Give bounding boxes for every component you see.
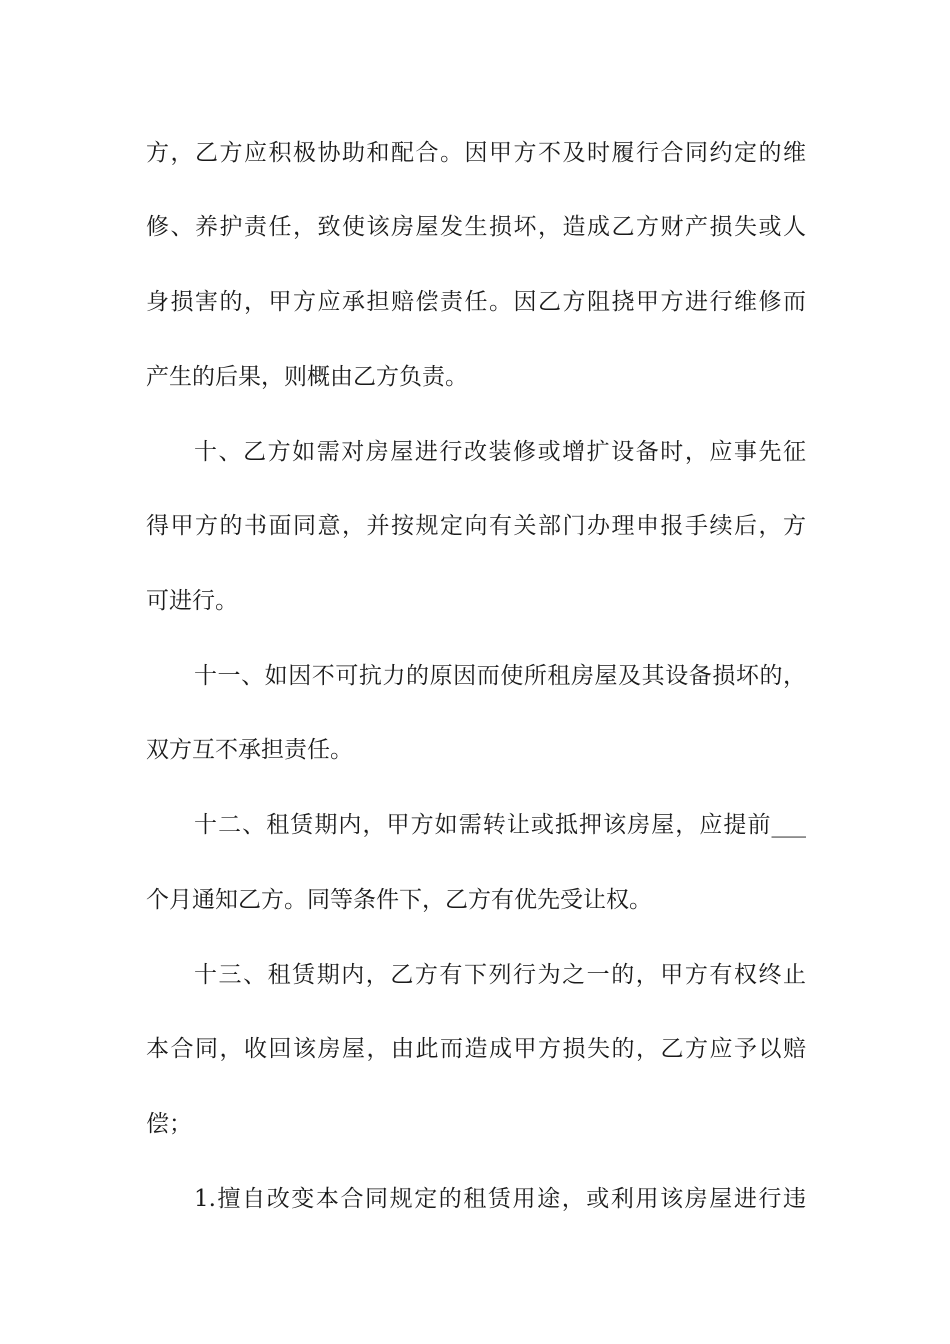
- text-line: 双方互不承担责任。: [146, 737, 353, 763]
- text-line: 1.擅自改变本合同规定的租赁用途，或利用该房屋进行违: [194, 1186, 806, 1212]
- text-line: 修、养护责任，致使该房屋发生损坏，造成乙方财产损失或人: [146, 214, 806, 240]
- text-line: 十三、租赁期内，乙方有下列行为之一的，甲方有权终止: [194, 962, 806, 988]
- text-line: 本合同，收回该房屋，由此而造成甲方损失的，乙方应予以赔: [146, 1036, 806, 1062]
- text-line: 偿；: [146, 1111, 192, 1137]
- text-line: 个月通知乙方。同等条件下，乙方有优先受让权。: [146, 887, 652, 913]
- text-line: 方，乙方应积极协助和配合。因甲方不及时履行合同约定的维: [146, 140, 806, 166]
- text-line: 可进行。: [146, 588, 238, 614]
- text-line: 产生的后果，则概由乙方负责。: [146, 364, 468, 390]
- text-line: 十一、如因不可抗力的原因而使所租房屋及其设备损坏的，: [194, 663, 806, 689]
- text-line: 十二、租赁期内，甲方如需转让或抵押该房屋，应提前___: [194, 812, 806, 838]
- text-line: 身损害的，甲方应承担赔偿责任。因乙方阻挠甲方进行维修而: [146, 289, 806, 315]
- text-line: 得甲方的书面同意，并按规定向有关部门办理申报手续后，方: [146, 513, 806, 539]
- text-line: 十、乙方如需对房屋进行改装修或增扩设备时，应事先征: [194, 439, 806, 465]
